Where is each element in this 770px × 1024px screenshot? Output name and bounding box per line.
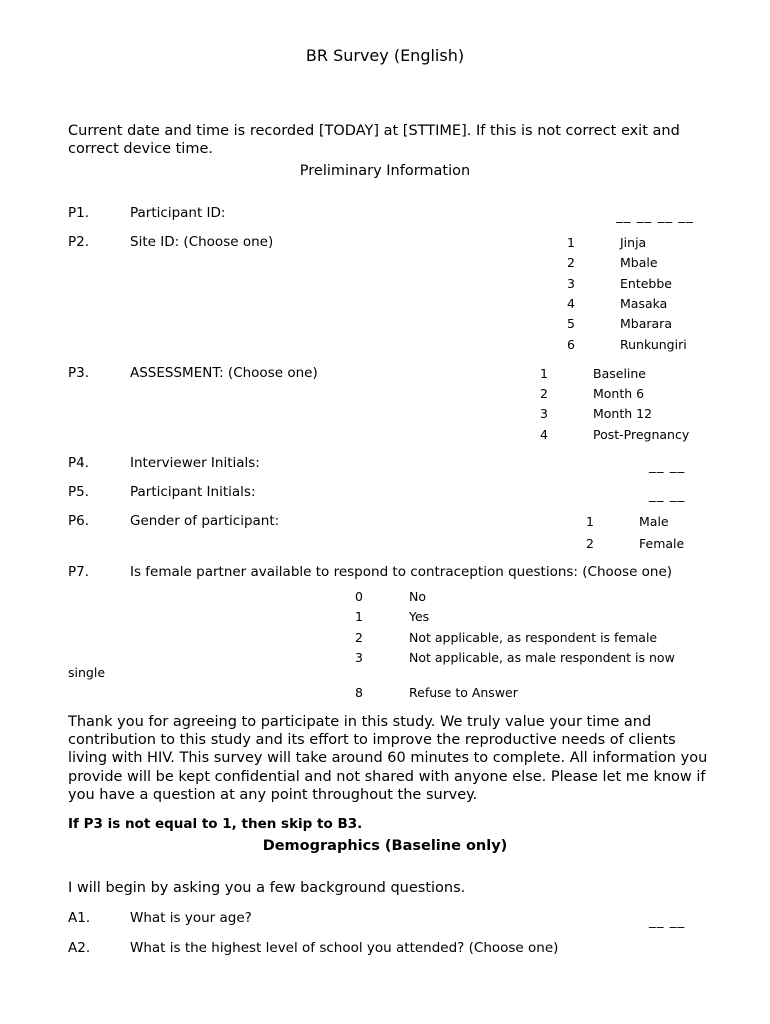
document-title: BR Survey (English) bbox=[305, 46, 465, 65]
preliminary-heading: Preliminary Information bbox=[299, 163, 471, 179]
option-label[interactable]: Month 6 bbox=[593, 386, 645, 401]
option-code: 2 bbox=[355, 630, 363, 645]
question-number: P1. bbox=[68, 205, 90, 221]
answer-blank[interactable]: __ __ bbox=[649, 458, 686, 474]
skip-instruction: If P3 is not equal to 1, then skip to B3. bbox=[68, 816, 363, 832]
question-text: Gender of participant: bbox=[130, 513, 280, 529]
option-code: 3 bbox=[567, 276, 575, 291]
question-text: Interviewer Initials: bbox=[130, 455, 260, 471]
option-label[interactable]: Female bbox=[639, 536, 685, 551]
option-code: 4 bbox=[540, 427, 548, 442]
option-code: 3 bbox=[355, 650, 363, 665]
option-label[interactable]: Baseline bbox=[593, 366, 646, 381]
question-number: A2. bbox=[68, 940, 91, 956]
answer-blank[interactable]: __ __ bbox=[649, 487, 686, 503]
option-code: 2 bbox=[586, 536, 594, 551]
option-code: 4 bbox=[567, 296, 575, 311]
question-number: P2. bbox=[68, 234, 90, 250]
option-label[interactable]: Mbarara bbox=[620, 316, 672, 331]
option-label[interactable]: Entebbe bbox=[620, 276, 672, 291]
option-label[interactable]: Refuse to Answer bbox=[409, 685, 518, 700]
intro-text: Current date and time is recorded [TODAY] at [STTIME]. If this is not correct exit and correct device time. bbox=[68, 123, 680, 157]
option-code: 1 bbox=[540, 366, 548, 381]
answer-blank[interactable]: __ __ bbox=[649, 913, 686, 929]
option-label-wrap: single bbox=[68, 665, 106, 680]
demographics-heading: Demographics (Baseline only) bbox=[262, 838, 508, 854]
option-code: 6 bbox=[567, 337, 575, 352]
thank-you-paragraph: Thank you for agreeing to participate in this study. We truly value your time and contribution to this study and its effort to improve the reproductive needs of clients living with HIV. This survey will take around 60 minutes to complete. All information you provide will be kept confidential and not shared with anyone else. Please let me know if you have a question at any point throughout the survey. bbox=[68, 714, 708, 803]
option-label[interactable]: Masaka bbox=[620, 296, 668, 311]
option-label[interactable]: Runkungiri bbox=[620, 337, 687, 352]
option-code: 1 bbox=[355, 609, 363, 624]
question-text: Is female partner available to respond to contraception questions: (Choose one) bbox=[130, 564, 673, 580]
question-number: P7. bbox=[68, 564, 90, 580]
option-label[interactable]: Jinja bbox=[620, 235, 647, 250]
option-label[interactable]: No bbox=[409, 589, 426, 604]
question-number: P4. bbox=[68, 455, 90, 471]
option-label[interactable]: Not applicable, as male respondent is now bbox=[409, 650, 675, 665]
option-code: 2 bbox=[540, 386, 548, 401]
question-text: Participant Initials: bbox=[130, 484, 256, 500]
question-number: P6. bbox=[68, 513, 90, 529]
question-number: P5. bbox=[68, 484, 90, 500]
demographics-intro: I will begin by asking you a few background questions. bbox=[68, 880, 466, 896]
option-label[interactable]: Yes bbox=[409, 609, 430, 624]
option-code: 5 bbox=[567, 316, 575, 331]
question-text: Participant ID: bbox=[130, 205, 226, 221]
option-code: 0 bbox=[355, 589, 363, 604]
option-code: 3 bbox=[540, 406, 548, 421]
option-label[interactable]: Not applicable, as respondent is female bbox=[409, 630, 658, 645]
question-text: What is your age? bbox=[130, 910, 252, 926]
question-number: A1. bbox=[68, 910, 91, 926]
option-label[interactable]: Month 12 bbox=[593, 406, 653, 421]
option-code: 1 bbox=[567, 235, 575, 250]
option-label[interactable]: Mbale bbox=[620, 255, 658, 270]
option-code: 2 bbox=[567, 255, 575, 270]
question-number: P3. bbox=[68, 365, 90, 381]
option-code: 8 bbox=[355, 685, 363, 700]
option-label[interactable]: Male bbox=[639, 514, 669, 529]
answer-blank[interactable]: __ __ __ __ bbox=[616, 208, 694, 224]
option-code: 1 bbox=[586, 514, 594, 529]
option-label[interactable]: Post-Pregnancy bbox=[593, 427, 690, 442]
question-text: Site ID: (Choose one) bbox=[130, 234, 274, 250]
question-text: What is the highest level of school you attended? (Choose one) bbox=[130, 940, 559, 956]
question-text: ASSESSMENT: (Choose one) bbox=[130, 365, 318, 381]
